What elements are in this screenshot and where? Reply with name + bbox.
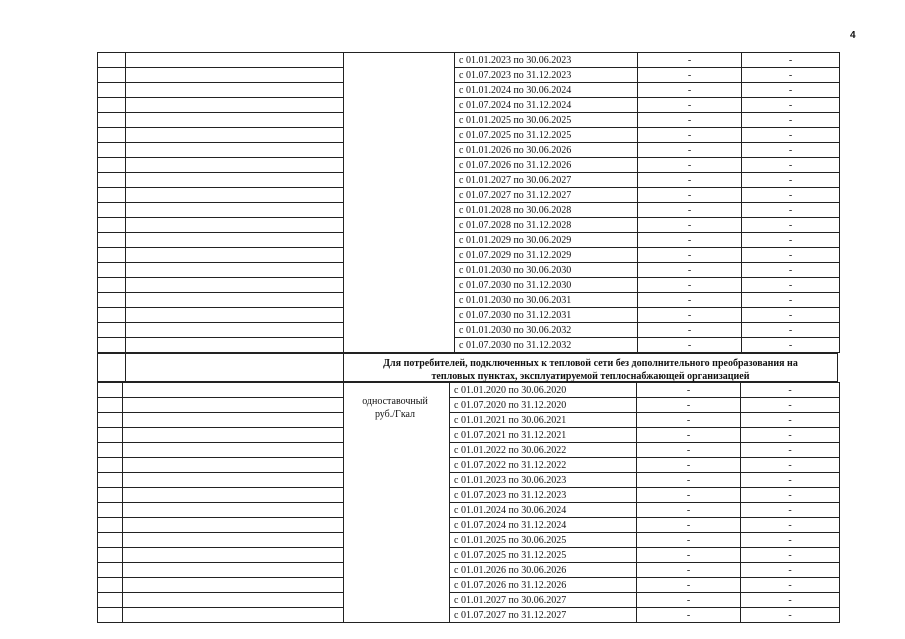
tariff-type-cell [344,53,455,353]
value-cell-1: - [638,278,742,293]
value-cell-2: - [742,188,840,203]
name-cell [126,173,344,188]
value-cell-1: - [638,128,742,143]
value-cell-1: - [637,458,741,473]
row-number-cell [98,233,126,248]
value-cell-2: - [742,128,840,143]
table-row [98,428,840,443]
value-cell-2: - [742,323,840,338]
period-cell: с 01.07.2023 по 31.12.2023 [455,68,638,83]
value-cell-1: - [637,413,741,428]
row-number-cell [98,188,126,203]
name-cell [126,98,344,113]
value-cell-1: - [637,398,741,413]
table-row [98,113,840,128]
period-cell: с 01.07.2030 по 31.12.2030 [455,278,638,293]
table-row [98,263,840,278]
table-row [98,233,840,248]
row-number-cell [98,113,126,128]
row-number-cell [98,398,123,413]
period-cell: с 01.01.2023 по 30.06.2023 [450,473,637,488]
row-number-cell [98,458,123,473]
table-row [98,518,840,533]
period-cell: с 01.01.2024 по 30.06.2024 [450,503,637,518]
name-cell [123,383,344,398]
value-cell-1: - [638,323,742,338]
value-cell-1: - [638,218,742,233]
value-cell-1: - [637,473,741,488]
period-cell: с 01.01.2023 по 30.06.2023 [455,53,638,68]
value-cell-2: - [741,563,840,578]
table-row [98,278,840,293]
row-number-cell [98,323,126,338]
name-cell [123,578,344,593]
table-row [98,293,840,308]
value-cell-1: - [638,98,742,113]
value-cell-2: - [741,413,840,428]
row-number-cell [98,68,126,83]
row-number-cell [98,608,123,623]
period-cell: с 01.07.2030 по 31.12.2032 [455,338,638,353]
value-cell-2: - [741,593,840,608]
table-row [98,128,840,143]
table-row [98,218,840,233]
table-row [98,593,840,608]
table-row [98,548,840,563]
name-cell [123,563,344,578]
value-cell-2: - [742,53,840,68]
value-cell-1: - [638,173,742,188]
table-row [98,308,840,323]
value-cell-1: - [637,593,741,608]
row-number-cell [98,548,123,563]
table-row [98,413,840,428]
tariff-label [343,395,447,421]
table-row [98,68,840,83]
value-cell-1: - [637,578,741,593]
period-cell: с 01.01.2021 по 30.06.2021 [450,413,637,428]
name-cell [126,128,344,143]
period-cell: с 01.07.2023 по 31.12.2023 [450,488,637,503]
period-cell: с 01.01.2028 по 30.06.2028 [455,203,638,218]
value-cell-2: - [742,98,840,113]
row-number-cell [98,98,126,113]
value-cell-1: - [637,443,741,458]
value-cell-2: - [742,248,840,263]
tariff-table-lower [97,382,840,623]
value-cell-1: - [637,488,741,503]
table-row [98,503,840,518]
name-cell [123,548,344,563]
period-cell: с 01.07.2026 по 31.12.2026 [455,158,638,173]
period-cell: с 01.07.2027 по 31.12.2027 [455,188,638,203]
value-cell-2: - [742,203,840,218]
row-number-cell [98,128,126,143]
row-number-cell [98,143,126,158]
value-cell-1: - [637,563,741,578]
name-cell [123,533,344,548]
period-cell: с 01.01.2030 по 30.06.2031 [455,293,638,308]
page-number: 4 [850,30,856,41]
row-number-cell [98,413,123,428]
value-cell-2: - [741,548,840,563]
value-cell-2: - [742,233,840,248]
table-row [98,398,840,413]
period-cell: с 01.07.2025 по 31.12.2025 [450,548,637,563]
period-cell: с 01.01.2024 по 30.06.2024 [455,83,638,98]
period-cell: с 01.07.2020 по 31.12.2020 [450,398,637,413]
period-cell: с 01.01.2026 по 30.06.2026 [450,563,637,578]
name-cell [126,308,344,323]
name-cell [126,68,344,83]
value-cell-2: - [742,338,840,353]
period-cell: с 01.07.2026 по 31.12.2026 [450,578,637,593]
value-cell-1: - [638,308,742,323]
row-number-cell [98,383,123,398]
name-cell [126,203,344,218]
value-cell-1: - [637,608,741,623]
row-number-cell [98,473,123,488]
row-number-cell [98,533,123,548]
table-row [98,143,840,158]
tariff-unit: руб./Гкал [374,409,416,420]
table-row [98,173,840,188]
table-row [98,83,840,98]
row-number-cell [98,563,123,578]
name-cell [123,473,344,488]
name-cell [126,53,344,68]
value-cell-2: - [742,173,840,188]
value-cell-2: - [742,218,840,233]
value-cell-2: - [741,428,840,443]
value-cell-2: - [742,113,840,128]
name-cell [123,593,344,608]
name-cell [126,83,344,98]
table-row [98,98,840,113]
row-number-cell [98,593,123,608]
value-cell-1: - [638,338,742,353]
row-number-cell [98,308,126,323]
name-cell [123,518,344,533]
value-cell-2: - [742,83,840,98]
name-cell [123,413,344,428]
name-cell [123,503,344,518]
value-cell-1: - [637,533,741,548]
row-number-cell [98,578,123,593]
period-cell: с 01.01.2025 по 30.06.2025 [455,113,638,128]
section-title-line2: тепловых пунктах, эксплуатируемой теплоснабжающей организацией [431,371,750,382]
name-cell [126,338,344,353]
row-number-cell [98,293,126,308]
row-number-cell [98,203,126,218]
value-cell-2: - [741,578,840,593]
value-cell-1: - [638,293,742,308]
period-cell: с 01.01.2030 по 30.06.2032 [455,323,638,338]
table-row [98,533,840,548]
name-cell [123,608,344,623]
row-number-cell [98,53,126,68]
name-cell [123,458,344,473]
table-row [98,608,840,623]
row-number-cell [98,488,123,503]
name-cell [126,188,344,203]
table-row [98,473,840,488]
period-cell: с 01.07.2029 по 31.12.2029 [455,248,638,263]
value-cell-1: - [638,53,742,68]
value-cell-2: - [741,473,840,488]
table-row [98,563,840,578]
period-cell: с 01.01.2025 по 30.06.2025 [450,533,637,548]
period-cell: с 01.01.2020 по 30.06.2020 [450,383,637,398]
table-row [98,248,840,263]
name-cell [123,428,344,443]
period-cell: с 01.01.2022 по 30.06.2022 [450,443,637,458]
name-cell [126,263,344,278]
value-cell-1: - [638,203,742,218]
value-cell-2: - [742,263,840,278]
value-cell-2: - [742,158,840,173]
value-cell-1: - [638,188,742,203]
value-cell-1: - [638,143,742,158]
value-cell-1: - [637,503,741,518]
period-cell: с 01.07.2027 по 31.12.2027 [450,608,637,623]
value-cell-2: - [742,308,840,323]
name-cell [126,218,344,233]
value-cell-1: - [637,548,741,563]
table-row [98,578,840,593]
value-cell-1: - [638,83,742,98]
table-row [98,323,840,338]
period-cell: с 01.01.2027 по 30.06.2027 [450,593,637,608]
row-number-cell [98,518,123,533]
name-cell [126,143,344,158]
value-cell-1: - [637,428,741,443]
value-cell-2: - [741,383,840,398]
name-cell [123,398,344,413]
name-cell [126,233,344,248]
value-cell-1: - [638,248,742,263]
row-number-cell [98,248,126,263]
period-cell: с 01.07.2022 по 31.12.2022 [450,458,637,473]
value-cell-2: - [741,458,840,473]
name-cell [126,323,344,338]
value-cell-1: - [638,233,742,248]
tariff-type: одноставочный [362,396,428,407]
row-number-cell [98,218,126,233]
period-cell: с 01.07.2030 по 31.12.2031 [455,308,638,323]
row-number-cell [98,503,123,518]
table-row [98,488,840,503]
period-cell: с 01.07.2025 по 31.12.2025 [455,128,638,143]
name-cell [126,248,344,263]
period-cell: с 01.07.2024 по 31.12.2024 [450,518,637,533]
row-number-cell [98,278,126,293]
value-cell-1: - [638,158,742,173]
value-cell-2: - [741,533,840,548]
table-row [98,203,840,218]
table-row [98,158,840,173]
value-cell-2: - [741,503,840,518]
name-cell [123,443,344,458]
section-title-line1: Для потребителей, подключенных к тепловой сети без дополнительного преобразования на [383,358,798,369]
period-cell: с 01.07.2028 по 31.12.2028 [455,218,638,233]
table-row [98,53,840,68]
row-number-cell [98,263,126,278]
name-cell [123,488,344,503]
name-cell [126,158,344,173]
value-cell-2: - [741,488,840,503]
row-number-cell [98,428,123,443]
table-row [98,188,840,203]
period-cell: с 01.01.2026 по 30.06.2026 [455,143,638,158]
value-cell-1: - [637,383,741,398]
period-cell: с 01.07.2024 по 31.12.2024 [455,98,638,113]
period-cell: с 01.01.2027 по 30.06.2027 [455,173,638,188]
name-cell [126,278,344,293]
value-cell-1: - [638,68,742,83]
value-cell-2: - [742,278,840,293]
row-number-cell [98,158,126,173]
row-number-cell [98,338,126,353]
table-row [98,383,840,398]
table-row [98,458,840,473]
value-cell-2: - [741,518,840,533]
table-row [98,338,840,353]
value-cell-2: - [742,143,840,158]
value-cell-1: - [638,113,742,128]
value-cell-1: - [638,263,742,278]
value-cell-1: - [637,518,741,533]
value-cell-2: - [742,293,840,308]
value-cell-2: - [741,608,840,623]
table-row [98,443,840,458]
tariff-table-upper [97,52,840,353]
value-cell-2: - [741,443,840,458]
name-cell [126,113,344,128]
value-cell-2: - [742,68,840,83]
name-cell [126,293,344,308]
row-number-cell [98,83,126,98]
row-number-cell [98,173,126,188]
section-title [343,357,838,383]
period-cell: с 01.07.2021 по 31.12.2021 [450,428,637,443]
period-cell: с 01.01.2029 по 30.06.2029 [455,233,638,248]
row-number-cell [98,443,123,458]
period-cell: с 01.01.2030 по 30.06.2030 [455,263,638,278]
value-cell-2: - [741,398,840,413]
